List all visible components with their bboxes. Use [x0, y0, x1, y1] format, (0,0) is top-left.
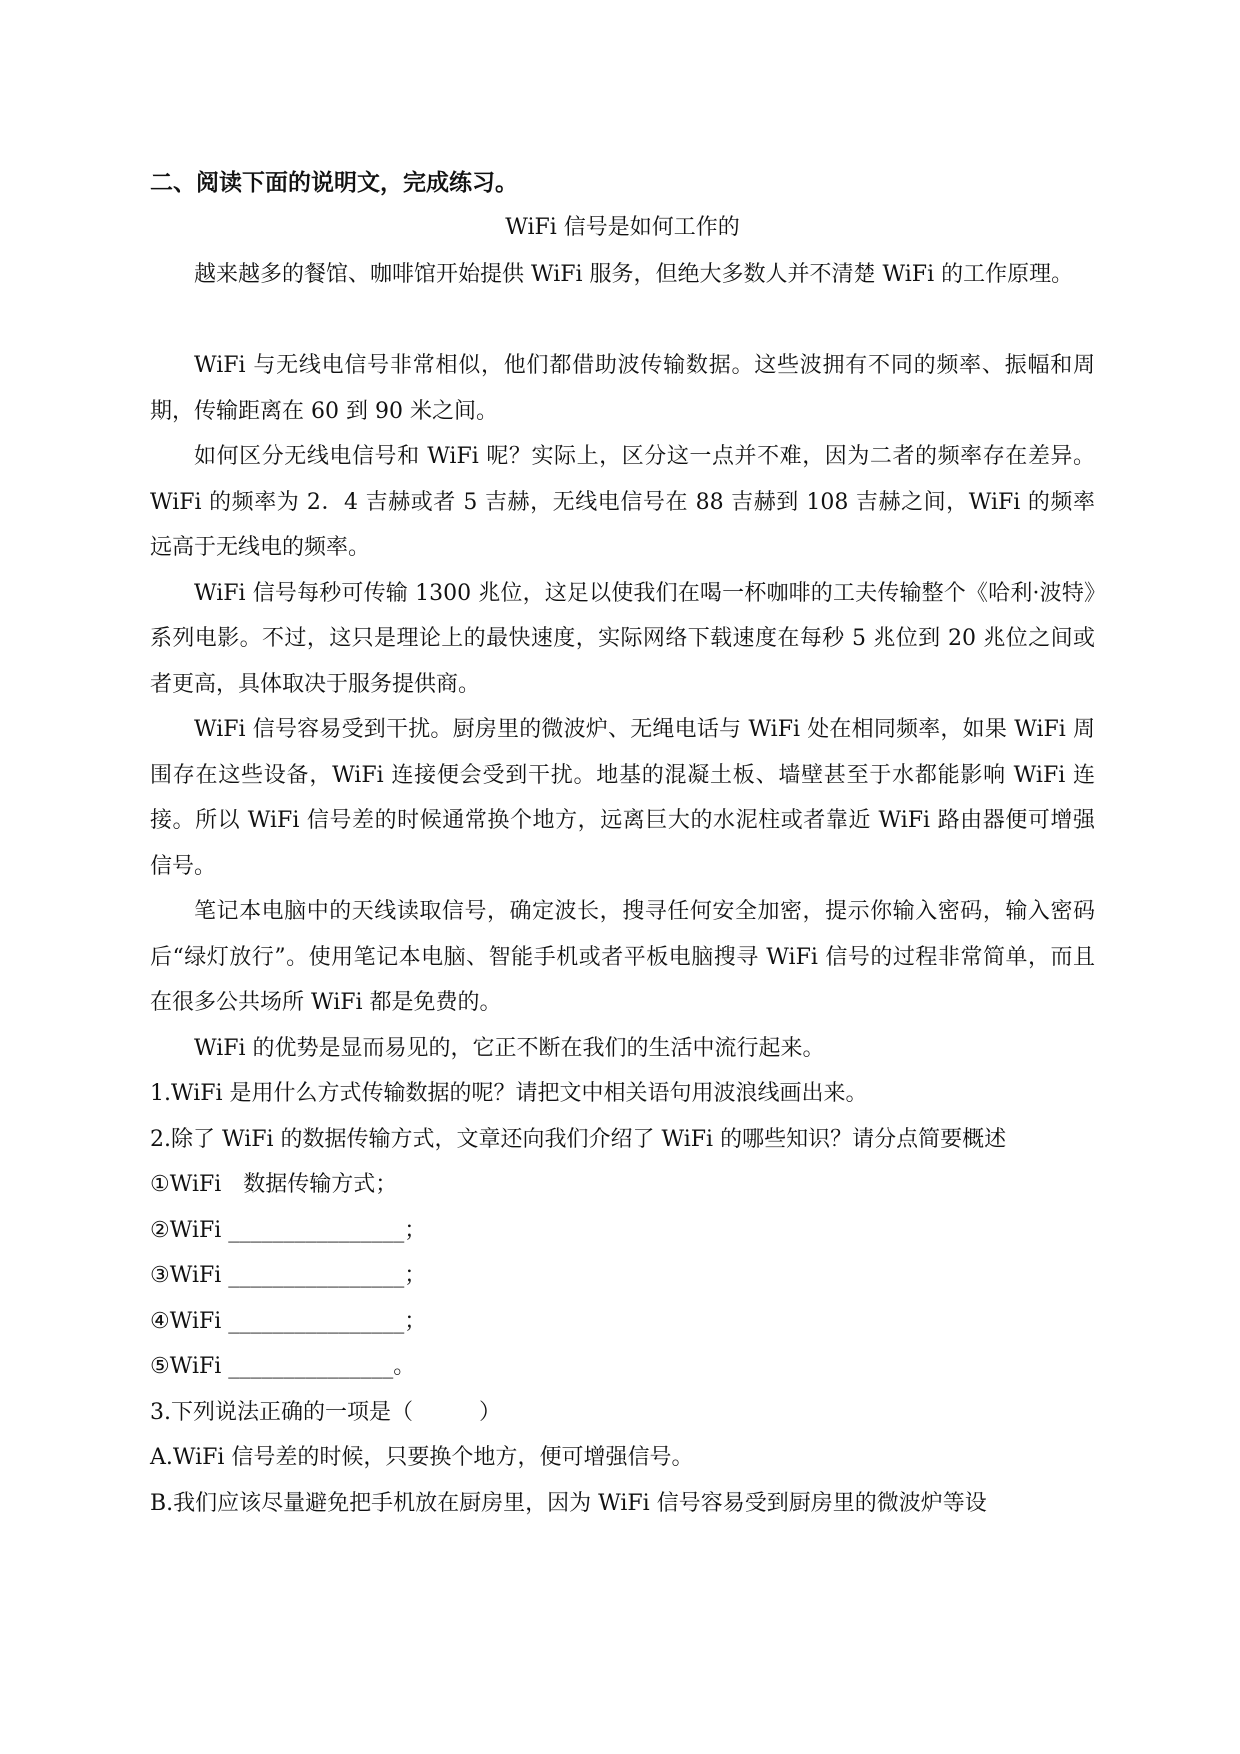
question-3: 3.下列说法正确的一项是（ ） [150, 1399, 501, 1425]
paragraph-6: 笔记本电脑中的天线读取信号，确定波长，搜寻任何安全加密，提示你输入密码，输入密码后“绿灯放行”。使用笔记本电脑、智能手机或者平板电脑搜寻 WiFi 信号的过程非常简单，而且在很多公共场所 WiFi 都是免费的。 [150, 899, 1095, 1015]
paragraph-5: WiFi 信号容易受到干扰。厨房里的微波炉、无绳电话与 WiFi 处在相同频率，如果 WiFi 周围存在这些设备，WiFi 连接便会受到干扰。地基的混凝土板、墙壁甚至于水都能影响 WiFi 连接。所以 WiFi 信号差的时候通常换个地方，远离巨大的水泥柱或者靠近 WiFi 路由器便可增强信号。 [150, 717, 1095, 879]
question-2-item-2: ②WiFi ________________； [150, 1217, 427, 1243]
paragraph-7: WiFi 的优势是显而易见的，它正不断在我们的生活中流行起来。 [194, 1035, 825, 1061]
article-title: WiFi 信号是如何工作的 [505, 215, 740, 240]
paragraph-3: 如何区分无线电信号和 WiFi 呢？实际上，区分这一点并不难，因为二者的频率存在差异。WiFi 的频率为 2．4 吉赫或者 5 吉赫，无线电信号在 88 吉赫到 108 吉赫之间，WiFi 的频率远高于无线电的频率。 [150, 444, 1095, 560]
section-heading: 二、阅读下面的说明文，完成练习。 [150, 170, 518, 196]
document-content [150, 160, 1095, 1526]
question-2-item-3: ③WiFi ________________； [150, 1263, 427, 1288]
paragraph-4: WiFi 信号每秒可传输 1300 兆位，这足以使我们在喝一杯咖啡的工夫传输整个《哈利·波特》系列电影。不过，这只是理论上的最快速度，实际网络下载速度在每秒 5 兆位到 20 兆位之间或者更高，具体取决于服务提供商。 [150, 580, 1095, 697]
question-2-item-4: ④WiFi ________________； [150, 1308, 427, 1334]
question-2-item-5: ⑤WiFi _______________。 [150, 1354, 416, 1379]
question-3-option-b: B.我们应该尽量避免把手机放在厨房里，因为 WiFi 信号容易受到厨房里的微波炉等设 [150, 1490, 987, 1516]
question-1: 1.WiFi 是用什么方式传输数据的呢？请把文中相关语句用波浪线画出来。 [150, 1081, 868, 1106]
question-2-item-1: ①WiFi 数据传输方式； [150, 1172, 398, 1197]
question-2: 2.除了 WiFi 的数据传输方式，文章还向我们介绍了 WiFi 的哪些知识？请分点简要概述 [150, 1126, 1007, 1152]
paragraph-2: WiFi 与无线电信号非常相似，他们都借助波传输数据。这些波拥有不同的频率、振幅和周期，传输距离在 60 到 90 米之间。 [150, 353, 1095, 424]
question-3-option-a: A.WiFi 信号差的时候，只要换个地方，便可增强信号。 [150, 1445, 694, 1470]
paragraph-1: 越来越多的餐馆、咖啡馆开始提供 WiFi 服务，但绝大多数人并不清楚 WiFi 的工作原理。 [194, 262, 1074, 287]
